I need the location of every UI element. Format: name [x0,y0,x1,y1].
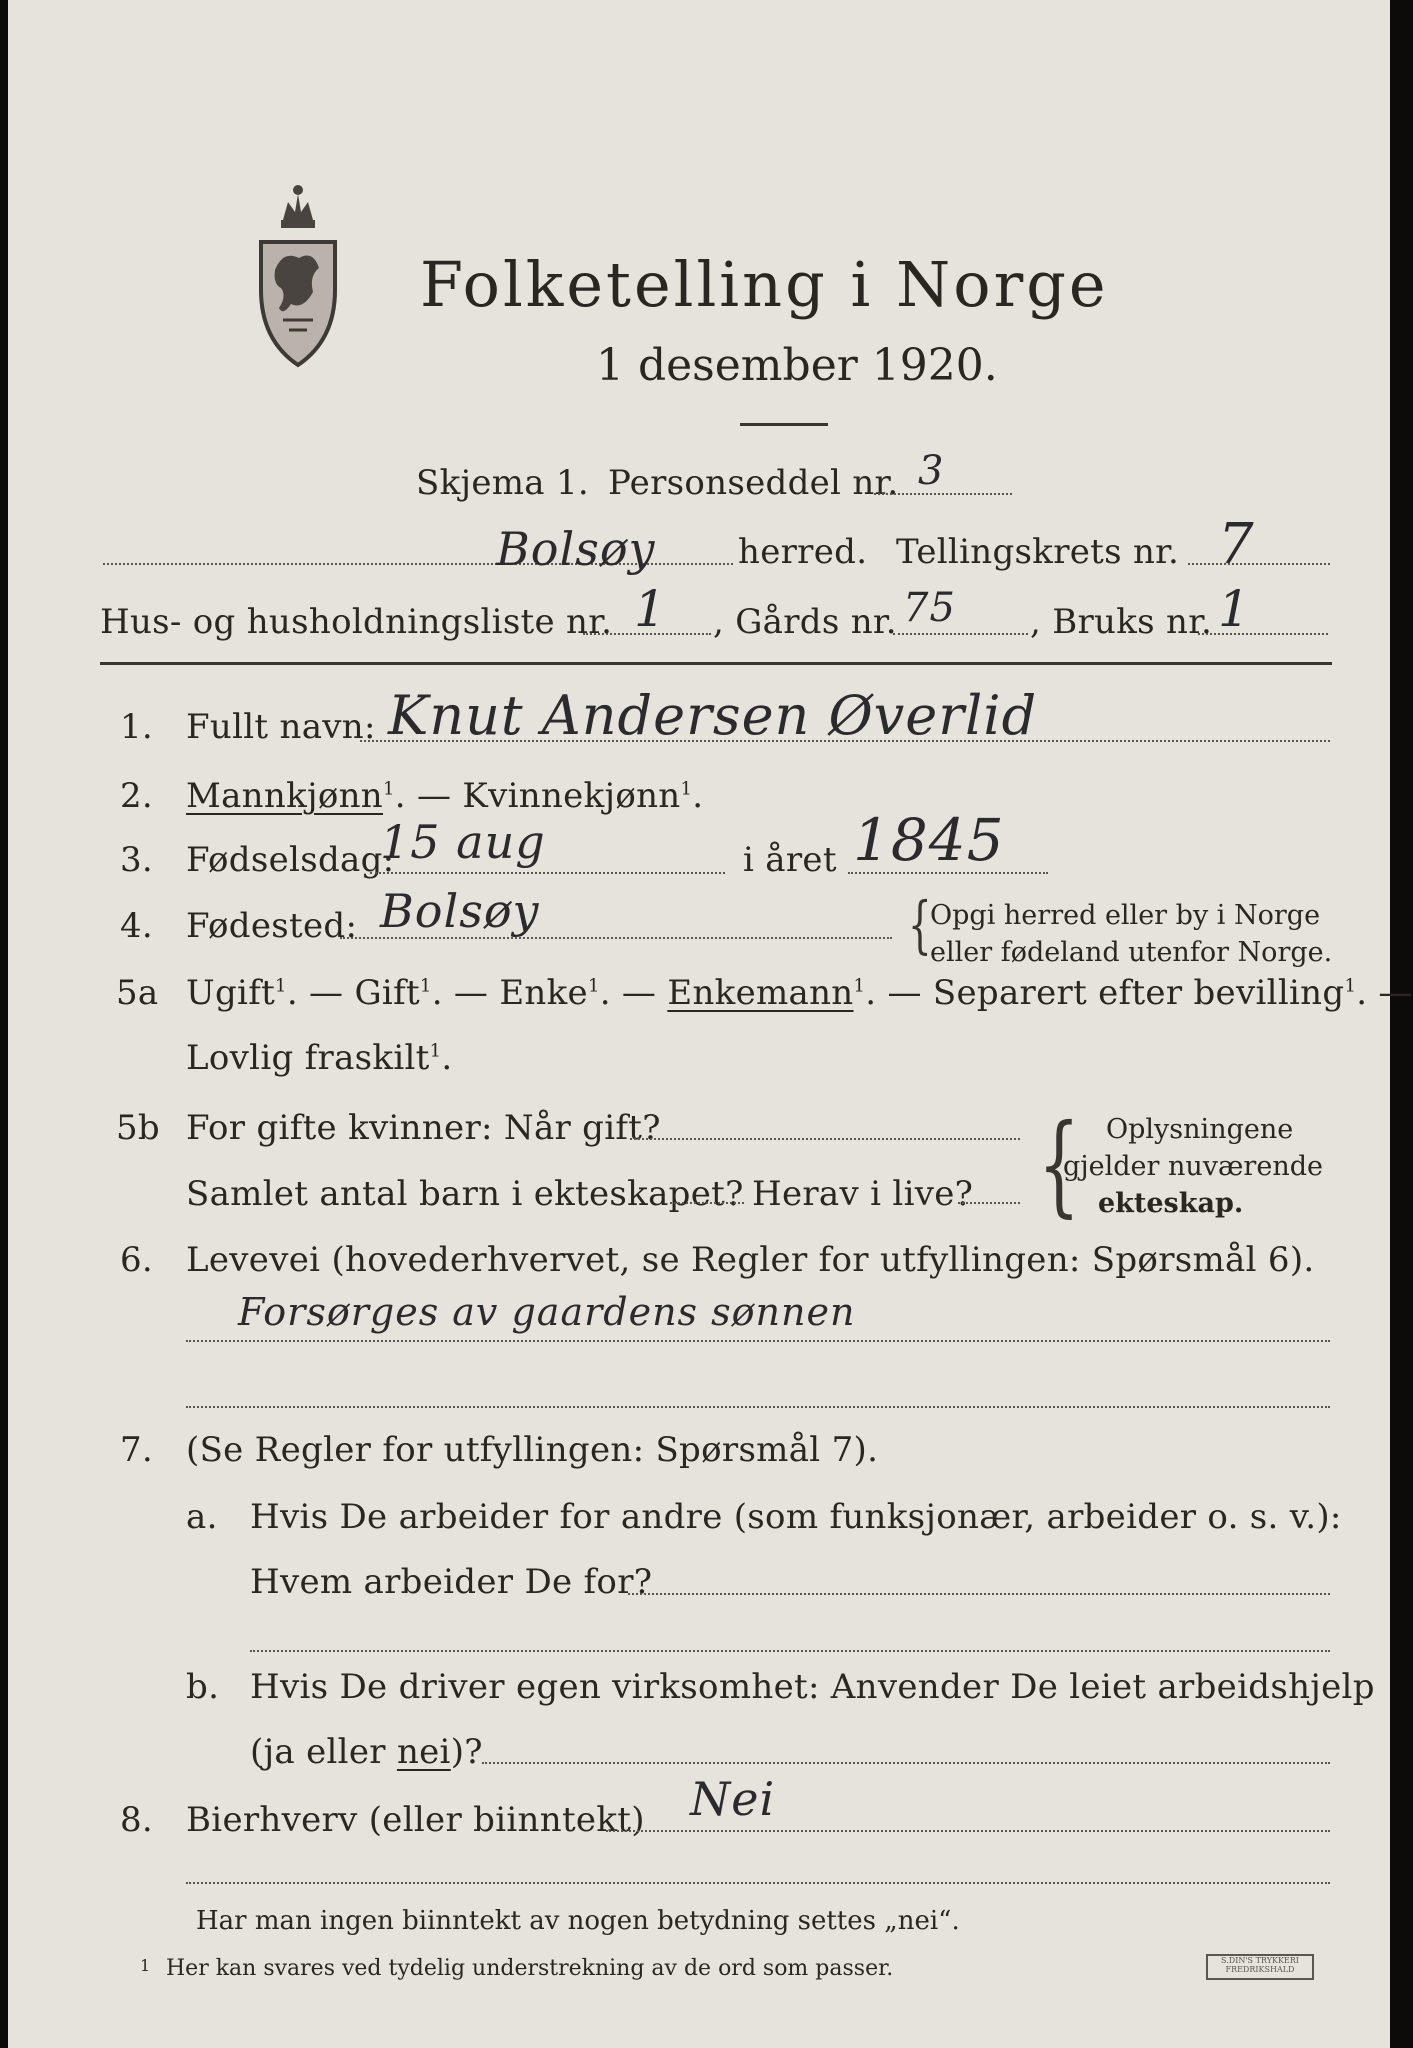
q4-label: Fødested: [186,906,358,946]
q7b-letter: b. [186,1667,220,1707]
census-form: Folketelling i Norge 1 desember 1920. Skjema 1. Personseddel nr. 3 Bolsøy herred. Tellingskrets nr. 7 Hus- og husholdningsliste nr. 1 , Gårds nr. 75 , Bruks nr. 1 1. Fullt navn: Knut Andersen Øverlid 2. Mannkjønn$^1$. — Kvinnekjønn$^1$. 3. Fødselsdag: 15 aug i året 1845 4. Fødested: Bolsøy { Opgi herred eller by i Norge eller fødeland utenfor Norge. 5a Ugift$^1$. — Gift$^1$. — Enke$^1$. — Enkemann$^1$. — Separert efter bevilling$^1$. — Lovlig fraskilt$^1$. 5b For gifte kvinner: Når gift? Samlet antal barn i ekteskapet? Herav i live? { Oplysningene gjelder nuværende ekteskap. 6. Levevei (hovederhvervet, se Regler for utfyllingen: Spørsmål 6). Forsørges av gaardens sønnen 7. (Se Regler for utfyllingen: Spørsmål 7). a. Hvis De arbeider for andre (som funksjonær, arbeider o. s. v.): Hvem arbeider De for? b. Hvis De driver egen virksomhet: Anvender De leiet arbeidshjelp (ja eller nei)? 8. Bierhverv (eller biinntekt) Nei Har man ingen biinntekt av nogen betydning settes „nei“. 1 Her kan svares ved tydelig understrekning av de ord som passer. S.DIN'S TRYKKERI FREDRIKSHALD [8,0,1390,2048]
q2-options: Mannkjønn$^1$. — Kvinnekjønn$^1$. [186,776,704,816]
husliste-label: Hus- og husholdningsliste nr. [100,602,613,642]
q7a-question: Hvem arbeider De for? [250,1562,653,1602]
q7-label: (Se Regler for utfyllingen: Spørsmål 7). [186,1430,879,1470]
year-label: i året [743,840,837,880]
q5b-number: 5b [116,1108,160,1148]
female-option: Kvinnekjønn [462,776,681,816]
personseddel-label: Personseddel nr. [608,463,899,503]
q7b-question: (ja eller nei)? [250,1732,483,1772]
q5b-alive: Herav i live? [752,1174,974,1214]
q4-number: 4. [120,906,154,946]
tellingskrets-label: Tellingskrets nr. [896,532,1180,572]
q5b-note-1: Oplysningene [1106,1114,1294,1145]
livelihood-value: Forsørges av gaardens sønnen [238,1290,856,1334]
birth-year-value: 1845 [853,806,1005,874]
footnote-mark: 1 [140,1956,151,1975]
birthplace-note-1: Opgi herred eller by i Norge [930,900,1321,931]
q8-label: Bierhverv (eller biinntekt) [186,1800,645,1840]
coat-of-arms-icon [253,180,343,370]
q6-number: 6. [120,1240,154,1280]
q7a-text: Hvis De arbeider for andre (som funksjonær, arbeider o. s. v.): [250,1497,1342,1537]
footnote: Her kan svares ved tydelig understrekning av de ord som passer. [166,1956,894,1981]
census-date: 1 desember 1920. [596,340,998,391]
tellingskrets-value: 7 [1218,512,1255,577]
bruks-label: , Bruks nr. [1030,602,1213,642]
q1-label: Fullt navn: [186,707,376,747]
q6-label: Levevei (hovederhvervet, se Regler for utfyllingen: Spørsmål 6). [186,1240,1315,1280]
q3-label: Fødselsdag: [186,840,395,880]
nei-option: nei [396,1732,451,1772]
enkemann-option: Enkemann [667,973,854,1013]
printer-stamp: S.DIN'S TRYKKERI FREDRIKSHALD [1206,1954,1314,1980]
fraskilt-option: Lovlig fraskilt$^1$. [186,1038,453,1078]
q1-number: 1. [120,707,154,747]
q5b-note-2: gjelder nuværende [1063,1151,1323,1182]
q2-number: 2. [120,776,154,816]
birthplace-value: Bolsøy [380,884,540,938]
birthplace-note-2: eller fødeland utenfor Norge. [930,937,1333,968]
herred-label: herred. [738,532,868,572]
marital-status-options: Ugift$^1$. — Gift$^1$. — Enke$^1$. — Enkemann$^1$. — Separert efter bevilling$^1$. — [186,973,1413,1013]
gards-value: 75 [903,585,956,631]
personseddel-value: 3 [918,448,945,494]
q3-number: 3. [120,840,154,880]
q7-number: 7. [120,1430,154,1470]
q5a-number: 5a [116,973,159,1013]
husliste-value: 1 [634,580,667,638]
q5b-note-3: ekteskap. [1098,1188,1244,1219]
q7b-text: Hvis De driver egen virksomhet: Anvender De leiet arbeidshjelp [250,1667,1375,1707]
herred-value: Bolsøy [496,522,656,576]
footer-note: Har man ingen biinntekt av nogen betydning settes „nei“. [196,1906,960,1936]
q5b-children-count: Samlet antal barn i ekteskapet? [186,1174,744,1214]
q7a-letter: a. [186,1497,218,1537]
bruks-value: 1 [1218,580,1251,638]
skjema-label: Skjema 1. [416,463,590,503]
side-income-value: Nei [690,1772,776,1826]
q8-number: 8. [120,1800,154,1840]
full-name-value: Knut Andersen Øverlid [388,684,1038,747]
q5b-married-when: For gifte kvinner: Når gift? [186,1108,661,1148]
male-option: Mannkjønn [186,776,383,816]
birthday-value: 15 aug [380,815,546,869]
form-title: Folketelling i Norge [420,248,1109,321]
header-divider [100,662,1332,665]
gards-label: , Gårds nr. [713,602,897,642]
title-divider [740,423,828,426]
